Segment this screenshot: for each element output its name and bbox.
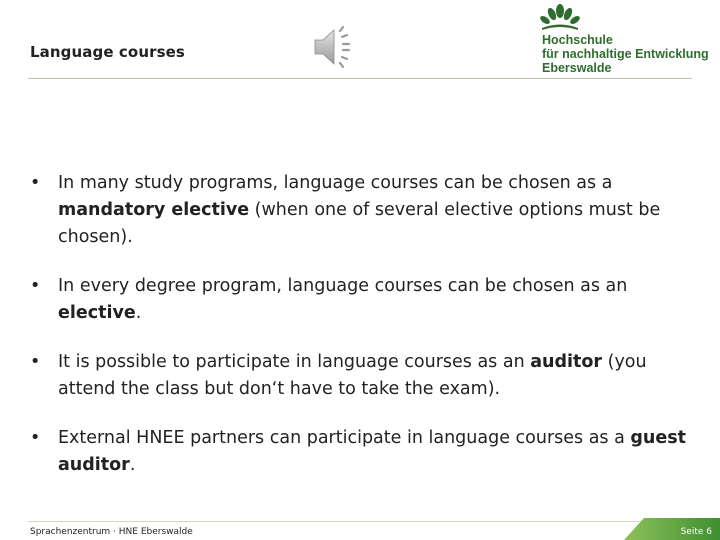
bullet-dot: • <box>30 173 41 193</box>
bullet-item <box>30 349 690 403</box>
bullet-text: (you attend the class but don‘t have to take the exam). <box>58 352 647 399</box>
logo-line-1: Hochschule <box>542 33 613 47</box>
bullet-emphasis: guest auditor <box>58 428 687 475</box>
bullet-text: External HNEE partners can participate in language courses as a <box>58 428 631 448</box>
footer-divider <box>28 521 692 522</box>
bullet-emphasis: auditor <box>530 352 603 372</box>
bullet-dot: • <box>30 428 41 448</box>
speaker-icon[interactable] <box>312 24 360 70</box>
bullet-list <box>30 170 690 501</box>
logo-line-2: für nachhaltige Entwicklung <box>542 47 709 61</box>
bullet-text: It is possible to participate in language courses as an <box>58 352 531 372</box>
university-logo <box>540 3 715 75</box>
bullet-dot: • <box>30 352 41 372</box>
header-divider <box>28 78 692 79</box>
bullet-text: . <box>129 455 136 475</box>
bullet-text: . <box>135 303 142 323</box>
bullet-item <box>30 273 690 327</box>
logo-line-3: Eberswalde <box>542 61 612 75</box>
bullet-text: In many study programs, language courses can be chosen as a <box>58 173 613 193</box>
footer-source: Sprachenzentrum · HNE Eberswalde <box>30 527 193 537</box>
page-number: Seite 6 <box>680 527 712 537</box>
bullet-dot: • <box>30 276 41 296</box>
bullet-text: (when one of several elective options must be chosen). <box>58 200 661 247</box>
bullet-item <box>30 425 690 479</box>
tree-logo-icon <box>540 3 580 31</box>
bullet-emphasis: mandatory elective <box>58 200 250 220</box>
bullet-item <box>30 170 690 251</box>
slide-title: Language courses <box>30 43 185 61</box>
bullet-text: In every degree program, language courses can be chosen as an <box>58 276 628 296</box>
bullet-emphasis: elective <box>58 303 136 323</box>
